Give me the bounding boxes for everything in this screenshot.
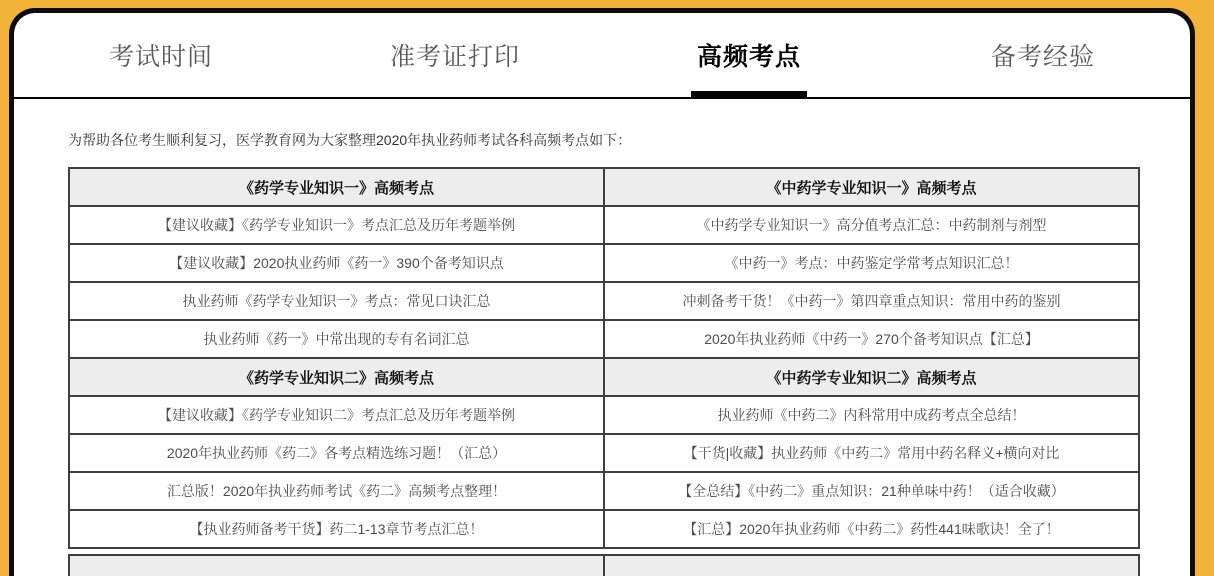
article-link[interactable]: 【汇总】2020年执业药师《中药二》药性441味歌诀！全了！ [604, 510, 1139, 548]
table-row [69, 434, 1139, 472]
table-row [69, 510, 1139, 548]
article-link[interactable]: 【全总结】《中药二》重点知识：21种单味中药！（适合收藏） [604, 472, 1139, 510]
table-row [69, 282, 1139, 320]
tab-bar [14, 13, 1190, 99]
article-link[interactable]: 执业药师《药学专业知识一》考点：常见口诀汇总 [69, 282, 604, 320]
article-link[interactable]: 【执业药师备考干货】药二1-13章节考点汇总！ [69, 510, 604, 548]
article-link[interactable]: 2020年执业药师《中药一》270个备考知识点【汇总】 [604, 320, 1139, 358]
main-content [14, 132, 1190, 576]
article-link[interactable]: 【干货|收藏】执业药师《中药二》常用中药名释义+横向对比 [604, 434, 1139, 472]
section-header-tcm-knowledge-1: 《中药学专业知识一》高频考点 [604, 168, 1139, 206]
section-header-pharmacy-knowledge-1: 《药学专业知识一》高频考点 [69, 168, 604, 206]
tab-high-frequency-points[interactable] [602, 13, 896, 97]
active-tab-underline [691, 91, 807, 99]
tab-admission-ticket-print[interactable]: 准考证打印 [389, 43, 520, 71]
table-row [69, 358, 1139, 396]
article-link[interactable]: 汇总版！2020年执业药师考试《药二》高频考点整理！ [69, 472, 604, 510]
tab-exam-time[interactable]: 考试时间 [108, 43, 213, 71]
table-row [69, 396, 1139, 434]
section-header-tcm-knowledge-2: 《中药学专业知识二》高频考点 [604, 358, 1139, 396]
article-link[interactable]: 【建议收藏】2020执业药师《药一》390个备考知识点 [69, 244, 604, 282]
article-link[interactable]: 执业药师《药一》中常出现的专有名词汇总 [69, 320, 604, 358]
high-frequency-points-table [68, 167, 1140, 549]
next-section-header-left [69, 555, 604, 576]
table-row [69, 168, 1139, 206]
article-link[interactable]: 冲刺备考干货！《中药一》第四章重点知识：常用中药的鉴别 [604, 282, 1139, 320]
next-section-table-partial [68, 554, 1140, 576]
tab-preparation-experience[interactable]: 备考经验 [990, 43, 1095, 71]
article-link[interactable]: 《中药学专业知识一》高分值考点汇总：中药制剂与剂型 [604, 206, 1139, 244]
table-row [69, 320, 1139, 358]
tab-high-frequency-points-label: 高频考点 [696, 43, 801, 71]
content-card [9, 8, 1195, 576]
article-link[interactable]: 2020年执业药师《药二》各考点精选练习题！（汇总） [69, 434, 604, 472]
article-link[interactable]: 【建议收藏】《药学专业知识二》考点汇总及历年考题举例 [69, 396, 604, 434]
table-row [69, 206, 1139, 244]
table-row [69, 555, 1139, 576]
intro-text: 为帮助各位考生顺利复习，医学教育网为大家整理2020年执业药师考试各科高频考点如下： [68, 132, 632, 148]
article-link[interactable]: 《中药一》考点：中药鉴定学常考点知识汇总！ [604, 244, 1139, 282]
article-link[interactable]: 【建议收藏】《药学专业知识一》考点汇总及历年考题举例 [69, 206, 604, 244]
section-header-pharmacy-knowledge-2: 《药学专业知识二》高频考点 [69, 358, 604, 396]
table-row [69, 244, 1139, 282]
article-link[interactable]: 执业药师《中药二》内科常用中成药考点全总结！ [604, 396, 1139, 434]
next-section-header-right [604, 555, 1139, 576]
table-row [69, 472, 1139, 510]
